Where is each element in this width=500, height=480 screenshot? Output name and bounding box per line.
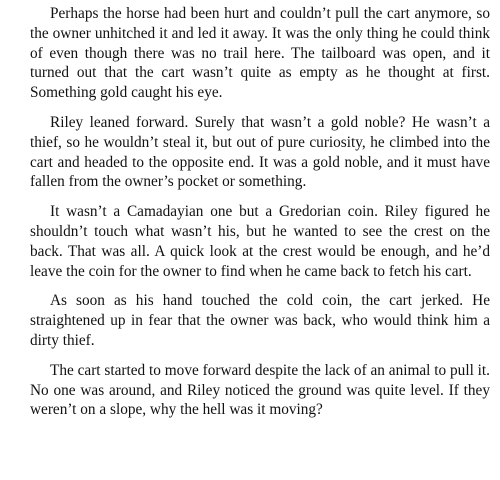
paragraph-1: Perhaps the horse had been hurt and couldn’t pull the cart anymore, so the owner unhitched it and led it away. It was the only thing he could think of even though there was no trail here. The tailboard was open, and it turned out that the cart wasn’t quite as empty as he thought at first. Something gold caught his eye.: [30, 5, 490, 102]
paragraph-4: As soon as his hand touched the cold coin, the cart jerked. He straightened up in fear that the owner was back, who would think him a dirty thief.: [30, 292, 490, 349]
paragraph-5: The cart started to move forward despite the lack of an animal to pull it. No one was around, and Riley noticed the ground was quite level. If they weren’t on a slope, why the hell was it moving?: [30, 361, 490, 419]
paragraph-2: Riley leaned forward. Surely that wasn’t a gold noble? He wasn’t a thief, so he wouldn’t steal it, but out of pure curiosity, he climbed into the cart and headed to the opposite end. It was a gold noble, and it must have fallen from the owner’s pocket or something.: [30, 113, 490, 191]
paragraph-3: It wasn’t a Camadayian one but a Gredorian coin. Riley figured he shouldn’t touch what wasn’t his, but he wanted to see the crest on the back. That was all. A quick look at the crest would be enough, and he’d leave the coin for the owner to find when he came back to fetch his cart.: [30, 203, 490, 280]
